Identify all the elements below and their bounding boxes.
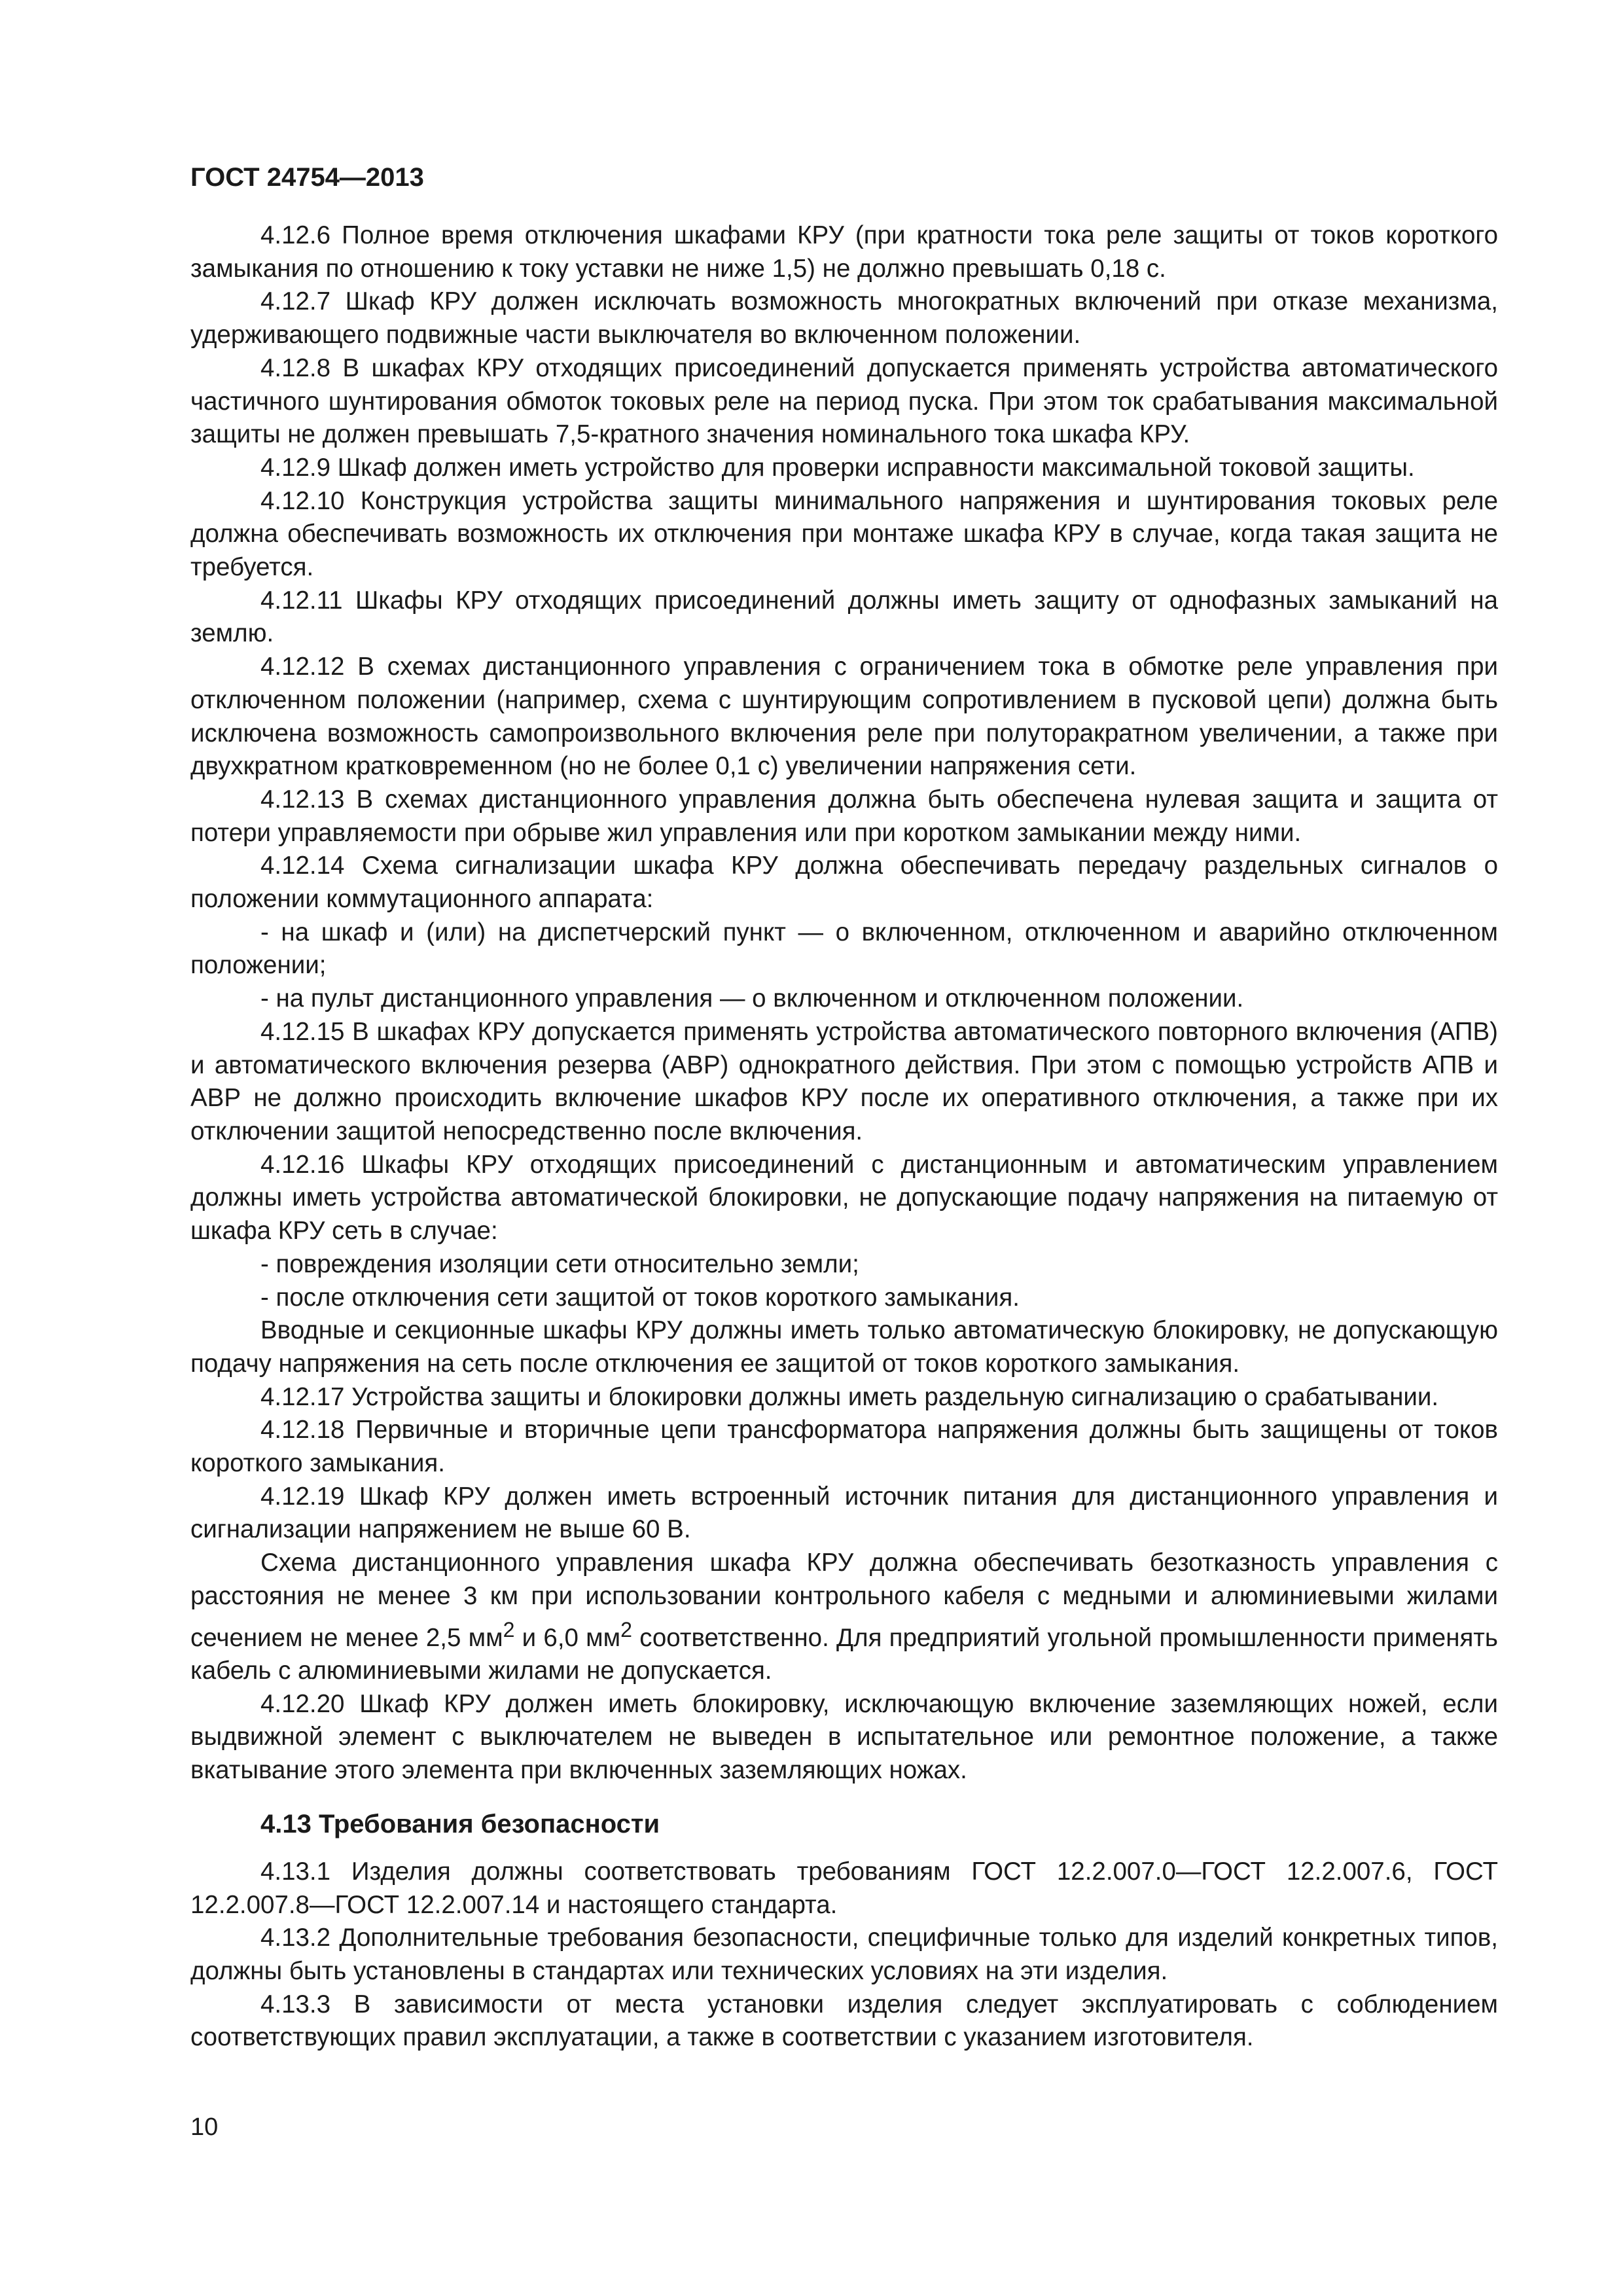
document-body	[190, 219, 1498, 2054]
list-item-dispatch: - на шкаф и (или) на диспетчерский пункт — о включенном, отключенном и аварийно отключенном положении;	[190, 918, 1498, 980]
cable-text-part1: Схема дистанционного управления шкафа КРУ должна обеспечивать безотказность управления с расстояния не менее 3 км при использовании контрольного кабеля с медными и алюминиевыми жилами сечением не менее 2,5 мм	[190, 1549, 1498, 1652]
paragraph-4-12-13: 4.12.13 В схемах дистанционного управления должна быть обеспечена нулевая защита и защита от потери управляемости при обрыве жил управления или при коротком замыкании между ними.	[190, 785, 1498, 847]
paragraph-4-13-3: 4.13.3 В зависимости от места установки изделия следует эксплуатировать с соблюдением соответствующих правил эксплуатации, а также в соответствии с указанием изготовителя.	[190, 1990, 1498, 2052]
document-header: ГОСТ 24754—2013	[190, 163, 424, 192]
list-item-insulation: - повреждения изоляции сети относительно земли;	[260, 1249, 859, 1278]
superscript-2: 2	[503, 1617, 515, 1641]
paragraph-4-12-6: 4.12.6 Полное время отключения шкафами КРУ (при кратности тока реле защиты от токов короткого замыкания по отношению к току уставки не ниже 1,5) не должно превышать 0,18 с.	[190, 221, 1498, 283]
paragraph-4-12-18: 4.12.18 Первичные и вторичные цепи трансформатора напряжения должны быть защищены от токов короткого замыкания.	[190, 1416, 1498, 1478]
paragraph-4-12-12: 4.12.12 В схемах дистанционного управления с ограничением тока в обмотке реле управления при отключенном положении (например, схема с шунтирующим сопротивлением в пусковой цепи) должна быть исключена возможность самопроизвольного включения реле при полуторакратном увеличении, а также при двухкратном кратковременном (но не более 0,1 с) увеличении напряжения сети.	[190, 653, 1498, 781]
paragraph-4-12-17: 4.12.17 Устройства защиты и блокировки должны иметь раздельную сигнализацию о срабатывании.	[260, 1382, 1439, 1411]
paragraph-4-12-14: 4.12.14 Схема сигнализации шкафа КРУ должна обеспечивать передачу раздельных сигналов о положении коммутационного аппарата:	[190, 852, 1498, 914]
list-item-remote-panel: - на пульт дистанционного управления — о включенном и отключенном положении.	[260, 984, 1244, 1013]
cable-text-part2: и 6,0 мм	[514, 1623, 621, 1652]
section-title-4-13: 4.13 Требования безопасности	[260, 1809, 660, 1839]
paragraph-4-12-20: 4.12.20 Шкаф КРУ должен иметь блокировку, исключающую включение заземляющих ножей, если выдвижной элемент с выключателем не выведен в испытательное или ремонтное положение, а также вкатывание этого элемента при включенных заземляющих ножах.	[190, 1689, 1498, 1785]
paragraph-4-12-8: 4.12.8 В шкафах КРУ отходящих присоединений допускается применять устройства автоматического частичного шунтирования обмоток токовых реле на период пуска. При этом ток срабатывания максимальной защиты не должен превышать 7,5-кратного значения номинального тока шкафа КРУ.	[190, 353, 1498, 449]
paragraph-4-12-7: 4.12.7 Шкаф КРУ должен исключать возможность многократных включений при отказе механизма, удерживающего подвижные части выключателя во включенном положении.	[190, 287, 1498, 350]
paragraph-4-12-16: 4.12.16 Шкафы КРУ отходящих присоединений с дистанционным и автоматическим управлением должны иметь устройства автоматической блокировки, не допускающие подачу напряжения на питаемую от шкафа КРУ сеть в случае:	[190, 1150, 1498, 1246]
paragraph-4-13-1: 4.13.1 Изделия должны соответствовать требованиям ГОСТ 12.2.007.0—ГОСТ 12.2.007.6, ГОСТ 12.2.007.8—ГОСТ 12.2.007.14 и настоящего стандарта.	[190, 1857, 1498, 1919]
paragraph-4-12-19: 4.12.19 Шкаф КРУ должен иметь встроенный источник питания для дистанционного управления и сигнализации напряжением не выше 60 В.	[190, 1482, 1498, 1544]
paragraph-4-13-2: 4.13.2 Дополнительные требования безопасности, специфичные только для изделий конкретных типов, должны быть установлены в стандартах или технических условиях на эти изделия.	[190, 1924, 1498, 1985]
paragraph-cable	[190, 1547, 1498, 1688]
paragraph-4-12-10: 4.12.10 Конструкция устройства защиты минимального напряжения и шунтирования токовых реле должна обеспечивать возможность их отключения при монтаже шкафа КРУ в случае, когда такая защита не требуется.	[190, 486, 1498, 582]
paragraph-4-12-15: 4.12.15 В шкафах КРУ допускается применять устройства автоматического повторного включения (АПВ) и автоматического включения резерва (АВР) однократного действия. При этом с помощью устройств АПВ и АВР не должно происходить включение шкафов КРУ после их оперативного отключения, а также при их отключении защитой непосредственно после включения.	[190, 1017, 1498, 1145]
page-number: 10	[190, 2113, 219, 2141]
superscript-2: 2	[620, 1617, 632, 1641]
paragraph-4-12-9: 4.12.9 Шкаф должен иметь устройство для проверки исправности максимальной токовой защиты.	[260, 453, 1415, 482]
paragraph-input-cabinets: Вводные и секционные шкафы КРУ должны иметь только автоматическую блокировку, не допускающую подачу напряжения на сеть после отключения ее защитой от токов короткого замыкания.	[190, 1316, 1498, 1378]
list-item-short-circuit: - после отключения сети защитой от токов короткого замыкания.	[260, 1283, 1020, 1312]
cable-text-part3: соответственно. Для предприятий угольной промышленности применять кабель с алюминиевыми жилами не допускается.	[190, 1623, 1498, 1685]
paragraph-4-12-11: 4.12.11 Шкафы КРУ отходящих присоединений должны иметь защиту от однофазных замыканий на землю.	[190, 586, 1498, 648]
